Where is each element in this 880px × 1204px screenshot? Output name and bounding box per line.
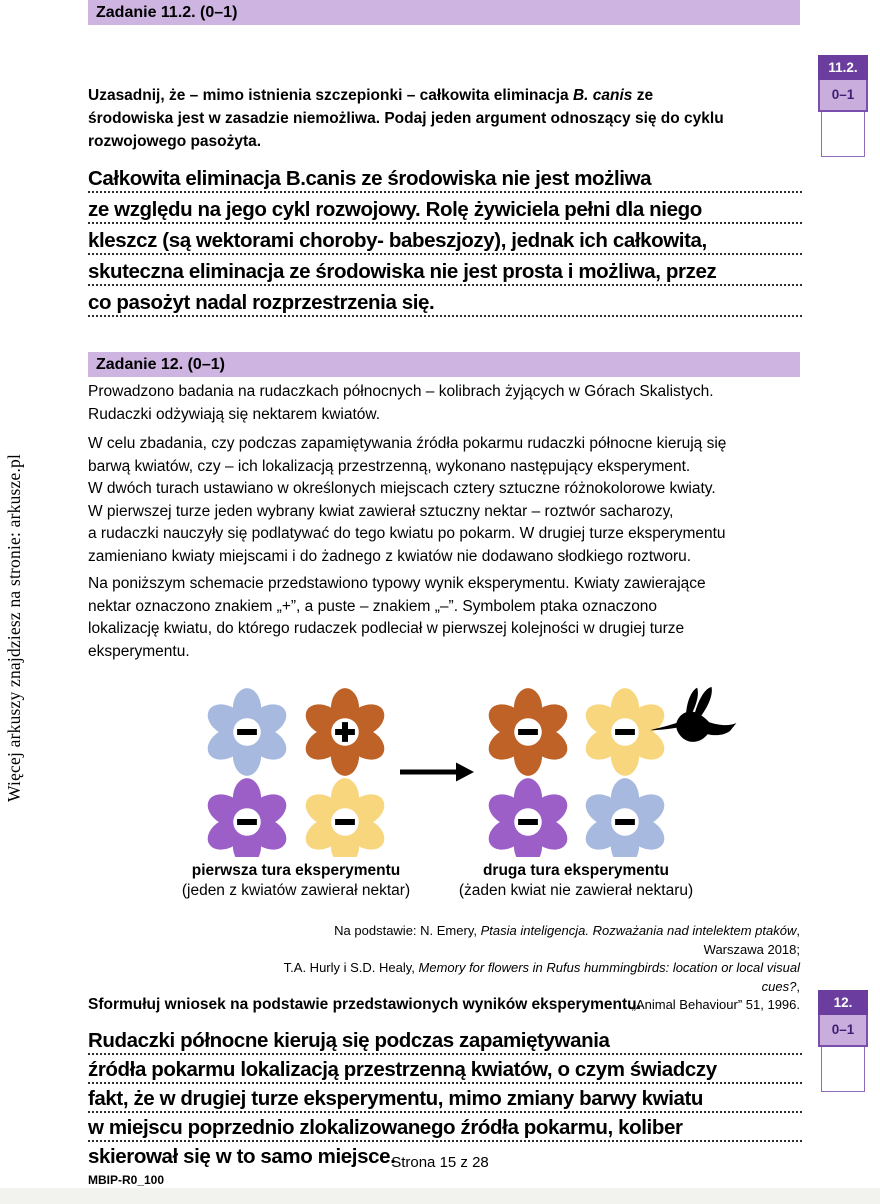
answer-line: skierował się w to samo miejsce. — [88, 1145, 396, 1168]
score-box-empty-cell — [821, 112, 865, 157]
score-box-11-2 — [818, 55, 868, 157]
task-11-2-question — [88, 84, 724, 153]
score-box-points: 0–1 — [818, 80, 868, 112]
task-12-paragraph-1 — [88, 381, 714, 426]
flower-purple-minus — [483, 778, 573, 857]
score-box-empty-cell — [821, 1047, 865, 1092]
score-box-label: 12. — [818, 990, 868, 1015]
task-12-command: Sformułuj wniosek na podstawie przedstawionych wyników eksperymentu. — [88, 996, 641, 1013]
round1-caption-title: pierwsza tura eksperymentu — [191, 862, 401, 879]
score-box-points: 0–1 — [818, 1015, 868, 1047]
text-line: a rudaczki nauczyły się podlatywać do tego kwiatu po pokarm. W drugiej turze eksperymentu — [88, 525, 726, 542]
answer-line: fakt, że w drugiej turze eksperymentu, mimo zmiany barwy kwiatu — [88, 1084, 802, 1113]
answer-area-12[interactable] — [88, 1026, 802, 1169]
source-line: „Animal Behaviour” 51, 1996. — [631, 997, 800, 1012]
species-name-italic: B. canis — [572, 87, 633, 104]
source-line — [280, 959, 800, 996]
answer-line: źródła pokarmu lokalizacją przestrzenną kwiatów, o czym świadczy — [88, 1055, 802, 1084]
source-text: Na podstawie: N. Emery, — [334, 923, 481, 938]
text-line: nektar oznaczono znakiem „+”, a puste – znakiem „–”. Symbolem ptaka oznaczono — [88, 597, 658, 615]
question-text: Uzasadnij, że – mimo istnienia szczepionki – całkowita eliminacja — [88, 87, 573, 104]
answer-line: Całkowita eliminacja B.canis ze środowiska nie jest możliwa — [88, 162, 802, 193]
answer-line: skuteczna eliminacja ze środowiska nie jest prosta i możliwa, przez — [88, 255, 802, 286]
source-text: T.A. Hurly i S.D. Healy, — [283, 960, 419, 975]
experiment-diagram-svg — [88, 683, 800, 857]
flower-yellow-minus — [300, 778, 390, 857]
source-title-italic: Memory for flowers in Rufus hummingbirds: location or local visual cues? — [418, 960, 800, 994]
question-line — [88, 84, 724, 107]
answer-line: w miejscu poprzednio zlokalizowanego źródła pokarmu, koliber — [88, 1113, 802, 1142]
score-box-12 — [818, 990, 868, 1092]
text-line: eksperymentu. — [88, 642, 190, 660]
flower-brown-minus — [483, 688, 573, 776]
arrow-icon — [400, 763, 474, 782]
round2-caption-sub: (żaden kwiat nie zawierał nektaru) — [458, 882, 694, 899]
task-12-paragraph-2 — [88, 433, 726, 568]
flower-brown-plus — [300, 688, 390, 776]
score-box-label: 11.2. — [818, 55, 868, 80]
question-text: ze — [632, 87, 654, 104]
round1-caption-sub: (jeden z kwiatów zawierał nektar) — [181, 882, 411, 899]
round2-caption-title: druga tura eksperymentu — [482, 862, 670, 879]
source-text: , Warszawa 2018; — [703, 923, 800, 957]
flower-blue-minus — [580, 778, 670, 857]
answer-line: Rudaczki północne kierują się podczas zapamiętywania — [88, 1026, 802, 1055]
answer-line: kleszcz (są wektorami choroby- babeszjozy), jednak ich całkowita, — [88, 224, 802, 255]
exam-sheet-code: MBIP-R0_100 — [88, 1173, 165, 1187]
answer-area-11-2[interactable] — [88, 162, 802, 317]
answer-line: ze względu na jego cykl rozwojowy. Rolę żywiciela pełni dla niego — [88, 193, 802, 224]
text-line: zamieniano kwiaty miejscami i do żadnego z kwiatów nie dodawano słodkiego roztworu. — [88, 547, 692, 565]
text-line: Na poniższym schemacie przedstawiono typowy wynik eksperymentu. Kwiaty zawierające — [88, 575, 706, 592]
question-line: rozwojowego pasożyta. — [88, 133, 262, 150]
source-title-italic: Ptasia inteligencja. Rozważania nad intelektem ptaków — [480, 923, 797, 938]
flower-yellow-minus — [580, 688, 670, 776]
text-line: Rudaczki odżywiają się nektarem kwiatów. — [88, 405, 381, 423]
page-number: Strona 15 z 28 — [391, 1154, 489, 1171]
flower-blue-minus — [202, 688, 292, 776]
task-11-2-header: Zadanie 11.2. (0–1) — [88, 0, 800, 25]
question-line: środowiska jest w zasadzie niemożliwa. Podaj jeden argument odnoszący się do cyklu — [88, 110, 724, 127]
page-bottom-strip — [0, 1188, 880, 1204]
text-line: W dwóch turach ustawiano w określonych miejscach cztery sztuczne różnokolorowe kwiaty. — [88, 480, 716, 497]
experiment-diagram — [88, 683, 800, 857]
flower-purple-minus — [202, 778, 292, 857]
text-line: barwą kwiatów, czy – ich lokalizacją przestrzenną, wykonano następujący eksperyment. — [88, 457, 691, 475]
text-line: Prowadzono badania na rudaczkach północnych – kolibrach żyjących w Górach Skalistych. — [88, 383, 714, 400]
text-line: W pierwszej turze jeden wybrany kwiat zawierał sztuczny nektar – roztwór sacharozy, — [88, 502, 674, 520]
sidebar-watermark-text: Więcej arkuszy znajdziesz na stronie: arkusze.pl — [4, 453, 24, 802]
text-line: W celu zbadania, czy podczas zapamiętywania źródła pokarmu rudaczki północne kierują się — [88, 435, 727, 452]
answer-line: co pasożyt nadal rozprzestrzenia się. — [88, 286, 802, 317]
source-line — [280, 922, 800, 959]
round2-caption — [406, 861, 746, 901]
task-12-paragraph-3 — [88, 573, 706, 663]
task-12-header: Zadanie 12. (0–1) — [88, 352, 800, 377]
source-text: , — [796, 978, 800, 994]
text-line: lokalizację kwiatu, do którego rudaczek podleciał w pierwszej kolejności w drugiej turze — [88, 620, 685, 637]
